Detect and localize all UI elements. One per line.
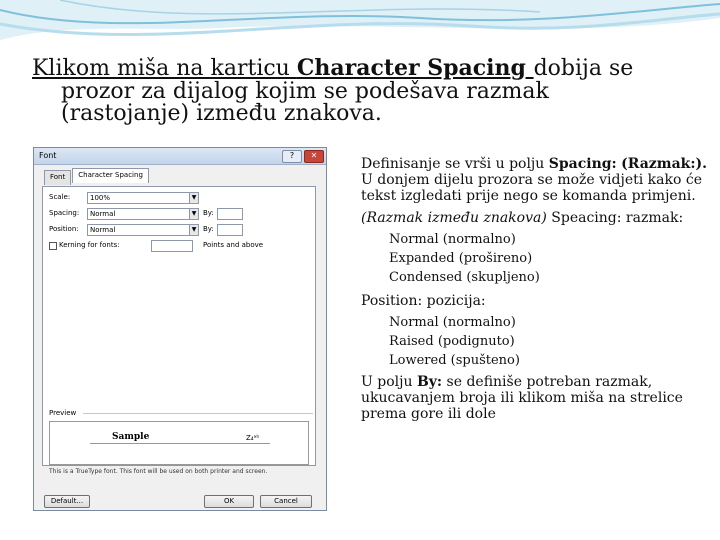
- dialog-tabs: [44, 170, 150, 185]
- preview-note: This is a TrueType font. This font will be used on both printer and screen.: [49, 468, 268, 475]
- position-select[interactable]: [87, 224, 199, 236]
- item1-text-a: Definisanje se vrši u polju: [361, 156, 549, 172]
- close-icon[interactable]: ✕: [304, 150, 324, 163]
- header-line1-pre: Klikom miša na karticu: [32, 56, 297, 81]
- dialog-title: Font: [39, 151, 57, 160]
- header-line1-post: dobija se: [533, 56, 634, 81]
- spacing-value: Normal: [90, 210, 116, 218]
- by-label-2: By:: [203, 225, 214, 233]
- preview-divider: [83, 413, 313, 414]
- preview-extra-text: Z₄ᵃᵇ: [246, 434, 260, 442]
- default-button[interactable]: Default...: [44, 495, 90, 508]
- header-line2: prozor za dijalog kojim se podešava razmak: [61, 79, 549, 104]
- dialog-titlebar: [34, 148, 326, 165]
- item1-text-b: Spacing:: [548, 156, 617, 172]
- list-item: [340, 156, 712, 204]
- item4-text-c: se definiše potreban razmak, ukucavanjem broja ili klikom miša na strelice prema gore ili dole: [361, 374, 683, 422]
- ok-button[interactable]: OK: [204, 495, 254, 508]
- sub-item-spacing-normal: [340, 230, 712, 249]
- spacing-select[interactable]: [87, 208, 199, 220]
- sub-item-label: Expanded (prošireno): [389, 251, 533, 266]
- sample-text: Sample: [112, 432, 150, 442]
- sub-item-spacing-expanded: [340, 249, 712, 268]
- chevron-down-icon: ▼: [189, 193, 198, 203]
- list-item: [340, 293, 712, 309]
- font-dialog: [33, 147, 327, 511]
- item1-text-c: (Razmak:).: [621, 156, 708, 172]
- kerning-points-input[interactable]: [151, 240, 193, 252]
- baseline: [90, 443, 270, 444]
- sub-item-label: Normal (normalno): [389, 232, 516, 247]
- dialog-panel: [42, 186, 316, 475]
- item2-text-a: (Razmak između znakova): [361, 210, 547, 226]
- chevron-down-icon: ▼: [189, 225, 198, 235]
- header-line3: (rastojanje) između znakova.: [61, 101, 382, 126]
- main-bullet: [28, 57, 708, 125]
- right-column: [340, 156, 712, 428]
- spacing-by-input[interactable]: [217, 208, 243, 220]
- header-line1-bold: Character Spacing: [296, 55, 534, 81]
- scale-value: 100%: [90, 194, 111, 202]
- sub-item-position-normal: [340, 313, 712, 332]
- position-by-input[interactable]: [217, 224, 243, 236]
- preview-label: Preview: [49, 409, 77, 417]
- scale-select[interactable]: [87, 192, 199, 204]
- sub-item-position-lowered: [340, 351, 712, 370]
- chevron-down-icon: ▼: [189, 209, 198, 219]
- item1-text-d: U donjem dijelu prozora se može vidjeti kako će tekst izgledati prije nego se komanda primjeni.: [361, 172, 702, 204]
- spacing-label: Spacing:: [49, 209, 80, 217]
- item4-text-b: By:: [416, 374, 443, 390]
- item4-text-a: U polju: [361, 374, 417, 390]
- help-icon[interactable]: ?: [282, 150, 302, 163]
- sub-item-spacing-condensed: [340, 268, 712, 287]
- sub-item-label: Lowered (spušteno): [389, 353, 520, 368]
- scale-label: Scale:: [49, 193, 71, 201]
- item2-text-b: Speacing: razmak:: [546, 210, 684, 226]
- sub-item-label: Raised (podignuto): [389, 334, 515, 349]
- list-item: [340, 210, 712, 226]
- item3-text: Position: pozicija:: [361, 293, 486, 309]
- kerning-checkbox[interactable]: [49, 242, 57, 250]
- sub-item-label: Condensed (skupljeno): [389, 270, 540, 285]
- points-label: Points and above: [203, 241, 264, 249]
- kerning-label: Kerning for fonts:: [59, 241, 120, 249]
- by-label-1: By:: [203, 209, 214, 217]
- tab-character-spacing[interactable]: Character Spacing: [72, 168, 149, 183]
- cancel-button[interactable]: Cancel: [260, 495, 312, 508]
- sub-item-label: Normal (normalno): [389, 315, 516, 330]
- tab-font[interactable]: Font: [44, 170, 71, 185]
- sub-item-position-raised: [340, 332, 712, 351]
- list-item: [340, 374, 712, 422]
- position-label: Position:: [49, 225, 79, 233]
- position-value: Normal: [90, 226, 116, 234]
- preview-box: [49, 421, 309, 465]
